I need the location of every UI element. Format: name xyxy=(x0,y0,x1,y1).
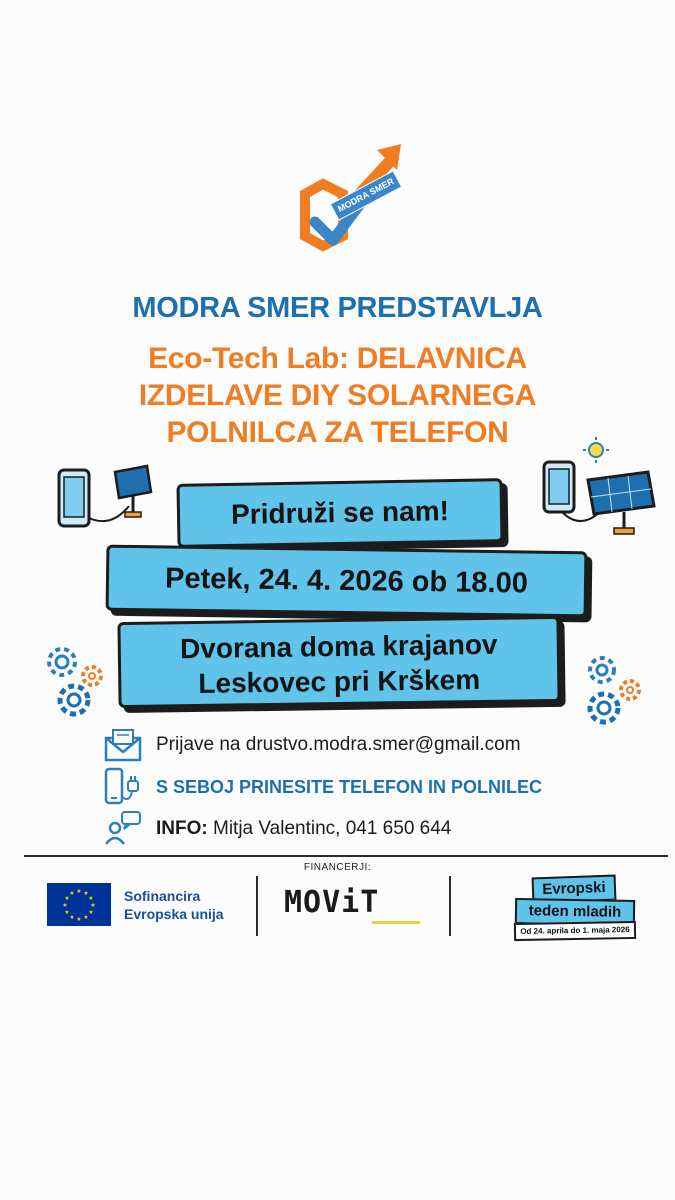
svg-text:★: ★ xyxy=(69,891,75,897)
venue-line-2: Leskovec pri Krškem xyxy=(198,664,481,699)
gear-icon xyxy=(40,640,110,720)
presents-heading: MODRA SMER PREDSTAVLJA xyxy=(132,292,543,324)
venue-line-1: Dvorana doma krajanov xyxy=(179,628,498,665)
datetime-bubble: Petek, 24. 4. 2026 ob 18.00 xyxy=(106,545,588,618)
contact-text xyxy=(156,818,451,840)
eu-cofunding-text xyxy=(124,887,224,923)
registration-row xyxy=(104,724,521,766)
movit-underline xyxy=(372,921,420,924)
svg-text:★: ★ xyxy=(83,891,89,897)
footer-separator-1 xyxy=(256,876,258,936)
contact-row xyxy=(104,808,451,850)
eu-line-2: Evropska unija xyxy=(124,906,224,922)
chat-person-icon xyxy=(104,810,142,848)
eu-flag xyxy=(47,883,111,926)
phone-solar-sun-icon xyxy=(540,436,660,538)
svg-text:★: ★ xyxy=(76,889,82,895)
logo-badge: MODRA SMER xyxy=(330,170,402,221)
phone-plug-icon xyxy=(104,767,142,807)
join-bubble: Pridruži se nam! xyxy=(176,478,503,548)
title-line-1: Eco-Tech Lab: DELAVNICA xyxy=(148,342,527,375)
svg-text:★: ★ xyxy=(64,910,70,916)
svg-text:★: ★ xyxy=(83,915,89,921)
title-line-3: POLNILCA ZA TELEFON xyxy=(166,416,509,449)
funders-label: FINANCERJI: xyxy=(303,862,372,873)
contact-value: Mitja Valentinc, 041 650 644 xyxy=(207,818,452,839)
svg-text:★: ★ xyxy=(69,915,75,921)
contact-label: INFO: xyxy=(156,818,208,839)
event-title xyxy=(20,340,655,451)
footer-divider xyxy=(24,855,668,857)
svg-text:★: ★ xyxy=(62,903,68,909)
bring-text: S SEBOJ PRINESITE TELEFON IN POLNILEC xyxy=(156,776,543,797)
envelope-icon xyxy=(104,728,142,762)
registration-text: Prijave na drustvo.modra.smer@gmail.com xyxy=(156,734,521,755)
eu-line-1: Sofinancira xyxy=(124,888,201,904)
title-line-2: IZDELAVE DIY SOLARNEGA xyxy=(138,379,537,412)
phone-solar-icon xyxy=(55,462,155,534)
svg-text:★: ★ xyxy=(88,910,94,916)
youth-week-line-2: teden mladih xyxy=(515,898,635,926)
svg-text:★: ★ xyxy=(90,903,96,909)
venue-bubble xyxy=(117,616,560,708)
youth-week-line-1: Evropski xyxy=(532,875,617,904)
youth-week-dates: Od 24. aprila do 1. maja 2026 xyxy=(514,921,636,941)
svg-text:★: ★ xyxy=(88,896,94,902)
gear-icon xyxy=(580,652,650,730)
movit-logo: MOViT xyxy=(284,885,380,920)
bring-row xyxy=(104,766,542,808)
svg-text:★: ★ xyxy=(76,917,82,923)
footer-separator-2 xyxy=(449,876,451,936)
svg-text:★: ★ xyxy=(64,896,70,902)
